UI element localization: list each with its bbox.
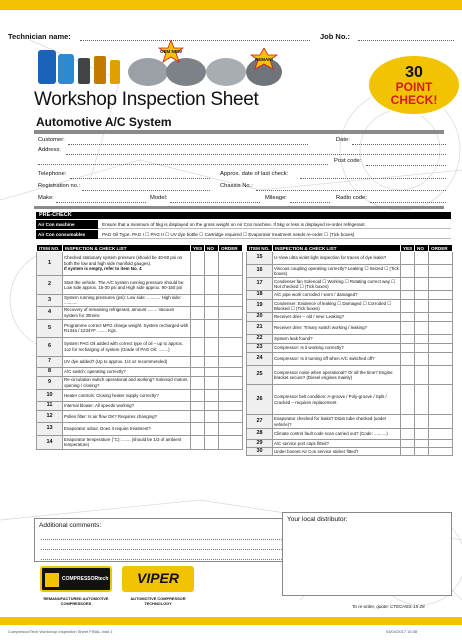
yes-checkbox-cell[interactable] [191, 401, 205, 410]
item-number: 18 [247, 291, 273, 300]
comment-line[interactable] [41, 539, 286, 540]
checklist-row [37, 389, 243, 401]
col-yes: YES [191, 245, 205, 252]
technician-name-label: Technician name: [8, 32, 71, 41]
compressortech-logo-text: COMPRESSORtech [62, 576, 109, 582]
no-checkbox-cell[interactable] [205, 376, 219, 389]
order-checkbox-cell[interactable] [429, 300, 453, 313]
checklist-row [37, 356, 243, 367]
checklist-row [37, 410, 243, 422]
inspection-text [63, 422, 191, 435]
order-checkbox-cell[interactable] [429, 335, 453, 344]
checklist-row [37, 276, 243, 295]
local-distributor-box[interactable] [282, 512, 452, 596]
order-checkbox-cell[interactable] [429, 366, 453, 385]
checklist-row [247, 300, 453, 313]
checklist-row [247, 353, 453, 366]
precheck-consumables-label: Air Con consumables [36, 230, 98, 239]
inspection-text [273, 385, 401, 415]
yes-checkbox-cell[interactable] [401, 448, 415, 456]
inspection-text [273, 322, 401, 335]
compressortech-logo [40, 566, 112, 592]
no-checkbox-cell[interactable] [205, 410, 219, 422]
no-checkbox-cell[interactable] [205, 389, 219, 401]
item-number: 24 [247, 353, 273, 366]
mileage-label: Mileage: [265, 195, 287, 201]
yes-checkbox-cell[interactable] [401, 353, 415, 366]
checklist-row [247, 385, 453, 415]
postcode-field[interactable] [366, 165, 446, 166]
approx-date-label: Approx. date of last check: [220, 171, 289, 177]
order-checkbox-cell[interactable] [219, 389, 243, 401]
title-divider [34, 130, 444, 134]
refrigerant-can-image-2 [58, 54, 74, 84]
yes-checkbox-cell[interactable] [401, 335, 415, 344]
inspection-text [273, 265, 401, 278]
inspection-text-body: Evaporator temperature (°C): ....... (should be 1/3 of ambient temperature) [64, 436, 182, 448]
address-field-2[interactable] [38, 164, 328, 165]
inspection-text [63, 376, 191, 389]
yes-checkbox-cell[interactable] [401, 366, 415, 385]
yes-checkbox-cell[interactable] [191, 410, 205, 422]
viper-logo-text: VIPER [136, 570, 179, 586]
item-number: 3 [37, 295, 63, 307]
inspection-text-body: System leak found? [274, 336, 313, 342]
yes-checkbox-cell[interactable] [191, 376, 205, 389]
reman-badge [250, 48, 278, 70]
yes-checkbox-cell[interactable] [401, 252, 415, 265]
inspection-text-body: Compressor belt condition: A-groove / Poly-groove / Split / Cracked – requires replacement [274, 394, 387, 405]
precheck-consumables-row[interactable] [36, 230, 451, 239]
customer-field[interactable] [68, 144, 308, 145]
svg-text:POINT: POINT [395, 80, 433, 94]
inspection-text-body: Climate control fault code scan carried out? (Code: ..........) [274, 431, 388, 437]
yes-checkbox-cell[interactable] [401, 265, 415, 278]
order-checkbox-cell[interactable] [429, 385, 453, 415]
inspection-text [273, 353, 401, 366]
inspection-text-body: Re-circulation switch operational and working? Solenoid motors opening / closing? [64, 377, 188, 388]
item-number: 1 [37, 252, 63, 276]
yes-checkbox-cell[interactable] [401, 291, 415, 300]
inspection-note: If system is empty, refer to item No. 4 [64, 266, 142, 272]
yes-checkbox-cell[interactable] [401, 415, 415, 429]
yes-checkbox-cell[interactable] [401, 344, 415, 353]
compressortech-caption: REMANUFACTURED AUTOMOTIVE COMPRESSORS [43, 596, 109, 606]
checklist-row [247, 366, 453, 385]
inspection-text-body: Viscous coupling operating correctly? Leaking ☐ Seized ☐ (Tick boxes) [274, 265, 399, 276]
viper-caption: AUTOMOTIVE COMPRESSOR TECHNOLOGY [130, 596, 186, 606]
item-number: 20 [247, 313, 273, 322]
svg-text:REMAN!: REMAN! [255, 57, 273, 62]
telephone-field[interactable] [70, 178, 210, 179]
order-checkbox-cell[interactable] [429, 252, 453, 265]
checklist-row [247, 344, 453, 353]
item-number: 27 [247, 415, 273, 429]
checklist-row [247, 291, 453, 300]
item-number: 4 [37, 306, 63, 319]
inspection-text [273, 344, 401, 353]
no-checkbox-cell[interactable] [415, 291, 429, 300]
precheck-machine-label: Air Con machine [36, 220, 98, 229]
date-field[interactable] [352, 144, 446, 145]
comment-line[interactable] [41, 549, 286, 550]
date-label: Date: [336, 137, 350, 143]
inspection-text [273, 429, 401, 440]
product-images [36, 46, 336, 90]
yes-checkbox-cell[interactable] [191, 367, 205, 376]
no-checkbox-cell[interactable] [205, 337, 219, 356]
oem-new-badge [158, 40, 184, 66]
chassis-label: Chassis No.: [220, 183, 253, 189]
no-checkbox-cell[interactable] [415, 344, 429, 353]
inspection-text [273, 300, 401, 313]
telephone-label: Telephone: [38, 171, 67, 177]
col-no: NO [415, 245, 429, 252]
yes-checkbox-cell[interactable] [401, 313, 415, 322]
inspection-text [63, 410, 191, 422]
order-checkbox-cell[interactable] [429, 440, 453, 448]
inspection-text-body: U-View ultra violet light inspection for traces of dye leaks? [274, 255, 387, 261]
inspection-text-body: A/C pipe work corroded / worn / damaged? [274, 292, 358, 298]
inspection-text [273, 291, 401, 300]
checklist-row [247, 440, 453, 448]
inspection-text-body: Programme correct MFG charge weight. System recharged with R134a / 1234YF ........ Kgs. [64, 322, 189, 334]
inspection-text-body: Under bonnet Air Con service sticker fitted? [274, 448, 359, 454]
inspection-text [273, 440, 401, 448]
no-checkbox-cell[interactable] [205, 252, 219, 276]
make-field[interactable] [56, 202, 146, 203]
inspection-text-body: Start the vehicle. The A/C system running pressure should be: Low side approx. 15-30 psi and High side approx. 90-150 psi [64, 279, 185, 290]
local-distributor-label: Your local distributor: [287, 516, 348, 523]
inspection-text [273, 278, 401, 291]
checklist-left-table [36, 244, 243, 450]
viper-logo [122, 566, 194, 592]
svg-text:OEM NEW: OEM NEW [160, 49, 182, 54]
technician-name-line[interactable] [80, 40, 310, 41]
yes-checkbox-cell[interactable] [191, 252, 205, 276]
inspection-text [63, 252, 191, 276]
dye-bottle-image-2 [110, 60, 120, 84]
order-checkbox-cell[interactable] [429, 429, 453, 440]
inspection-text-body: Condenser: Evidence of leaking ☐ Damaged ☐ Corroded ☐ Blocked ☐ (Tick boxes) [274, 300, 392, 311]
item-number: 8 [37, 367, 63, 376]
col-yes: YES [401, 245, 415, 252]
inspection-text [63, 337, 191, 356]
inspection-text-body: A/C switch: operating correctly? [64, 369, 126, 375]
checklist-row [247, 265, 453, 278]
order-checkbox-cell[interactable] [219, 252, 243, 276]
svg-text:30: 30 [405, 64, 423, 81]
yes-checkbox-cell[interactable] [191, 356, 205, 367]
no-checkbox-cell[interactable] [415, 415, 429, 429]
yes-checkbox-cell[interactable] [401, 300, 415, 313]
no-checkbox-cell[interactable] [415, 313, 429, 322]
col-item-no: ITEM NO. [247, 245, 273, 252]
order-checkbox-cell[interactable] [429, 448, 453, 456]
radio-code-field[interactable] [370, 202, 446, 203]
item-number: 26 [247, 385, 273, 415]
model-field[interactable] [170, 202, 260, 203]
checklist-row [247, 313, 453, 322]
yes-checkbox-cell[interactable] [401, 385, 415, 415]
inspection-text-body: System running pressures (psi): Low side: ........... High side: ........... [64, 295, 182, 306]
precheck-machine-text: Ensure that a minimum of 5kg is displayed on the gross weight on Air Con machine. If 5kg or less is displayed re-order refrigerant. [102, 222, 366, 227]
chassis-field[interactable] [256, 190, 446, 191]
svg-text:CHECK!: CHECK! [390, 93, 438, 107]
no-checkbox-cell[interactable] [205, 356, 219, 367]
item-number: 25 [247, 366, 273, 385]
order-checkbox-cell[interactable] [219, 356, 243, 367]
inspection-text [63, 295, 191, 307]
item-number: 12 [37, 410, 63, 422]
inspection-text [273, 335, 401, 344]
inspection-text [63, 401, 191, 410]
order-checkbox-cell[interactable] [429, 278, 453, 291]
inspection-text-body: Checked stationary system pressure (should be 40-60 psi on both the low and high side manifold gauges). [64, 255, 183, 266]
order-checkbox-cell[interactable] [219, 337, 243, 356]
col-order: ORDER [429, 245, 453, 252]
postcode-label: Post code: [334, 158, 362, 164]
no-checkbox-cell[interactable] [415, 252, 429, 265]
order-checkbox-cell[interactable] [219, 435, 243, 449]
no-checkbox-cell[interactable] [415, 322, 429, 335]
page-title: Workshop Inspection Sheet [34, 89, 259, 110]
model-label: Model: [150, 195, 168, 201]
no-checkbox-cell[interactable] [205, 306, 219, 319]
item-number: 6 [37, 337, 63, 356]
inspection-text [273, 366, 401, 385]
checklist-row [247, 252, 453, 265]
checklist-row [37, 295, 243, 307]
col-inspection: INSPECTION & CHECK LIST [63, 245, 191, 252]
checklist-row [37, 319, 243, 337]
yes-checkbox-cell[interactable] [401, 440, 415, 448]
footer-timestamp: 03/04/2017 15:38 [386, 629, 418, 634]
bottom-yellow-bar [0, 617, 462, 625]
checklist-row [37, 367, 243, 376]
order-checkbox-cell[interactable] [429, 344, 453, 353]
no-checkbox-cell[interactable] [415, 278, 429, 291]
additional-comments-label: Additional comments: [39, 522, 102, 529]
order-checkbox-cell[interactable] [219, 276, 243, 295]
no-checkbox-cell[interactable] [415, 353, 429, 366]
inspection-text [63, 306, 191, 319]
no-checkbox-cell[interactable] [415, 429, 429, 440]
order-checkbox-cell[interactable] [429, 265, 453, 278]
no-checkbox-cell[interactable] [415, 385, 429, 415]
order-checkbox-cell[interactable] [219, 422, 243, 435]
additional-comments-box[interactable] [34, 518, 292, 562]
order-checkbox-cell[interactable] [429, 415, 453, 429]
inspection-text-body: Evaporator odour. Does it require treatment? [64, 426, 151, 432]
page-subtitle: Automotive A/C System [36, 115, 172, 129]
make-label: Make: [38, 195, 54, 201]
dye-bottle-image [94, 56, 106, 84]
customer-label: Customer: [38, 137, 65, 143]
order-checkbox-cell[interactable] [219, 319, 243, 337]
item-number: 28 [247, 429, 273, 440]
form-divider [34, 206, 444, 209]
inspection-text-body: Receiver drier: Trinary switch working / leaking? [274, 325, 367, 331]
checklist-row [247, 448, 453, 456]
yes-checkbox-cell[interactable] [401, 322, 415, 335]
inspection-text-body: A/C service port caps fitted? [274, 440, 329, 446]
inspection-text [63, 319, 191, 337]
precheck-consumables-text[interactable]: PAG Oil Type: PAG I ☐ PAG II ☐ UV dye bottle ☐ Cartridge required ☐ Evaporator treatment needs re-order ☐ (Tick boxes) [102, 232, 355, 237]
item-number: 13 [37, 422, 63, 435]
registration-field[interactable] [82, 190, 210, 191]
inspection-text [63, 367, 191, 376]
checklist-row [37, 401, 243, 410]
yes-checkbox-cell[interactable] [191, 435, 205, 449]
inspection-text [273, 252, 401, 265]
yes-checkbox-cell[interactable] [191, 295, 205, 307]
item-number: 16 [247, 265, 273, 278]
checklist-row [37, 252, 243, 276]
item-number: 23 [247, 344, 273, 353]
item-number: 7 [37, 356, 63, 367]
inspection-text [63, 435, 191, 449]
checklist-row [37, 435, 243, 449]
yes-checkbox-cell[interactable] [191, 337, 205, 356]
mileage-field[interactable] [290, 202, 330, 203]
precheck-machine-row [36, 220, 451, 229]
item-number: 9 [37, 376, 63, 389]
col-no: NO [205, 245, 219, 252]
footer-filename: CompressorTech Workshop Inspection Sheet FINAL.indd 1 [8, 629, 113, 634]
job-number-label: Job No.: [320, 32, 350, 41]
address-label: Address: [38, 147, 61, 153]
inspection-text [273, 415, 401, 429]
order-checkbox-cell[interactable] [219, 306, 243, 319]
item-number: 17 [247, 278, 273, 291]
inspection-text-body: Condenser fan Solenoid ☐ Working ☐ Rotating correct way ☐ Not checked ☐ (Tick boxes) [274, 278, 396, 289]
yes-checkbox-cell[interactable] [191, 319, 205, 337]
inspection-text-body: Compressor noise when operational? Or all the time? Engine bracket secure? (Diesel engines mainly) [274, 369, 393, 380]
item-number: 14 [37, 435, 63, 449]
yes-checkbox-cell[interactable] [401, 429, 415, 440]
yes-checkbox-cell[interactable] [191, 306, 205, 319]
item-number: 21 [247, 322, 273, 335]
yes-checkbox-cell[interactable] [191, 422, 205, 435]
col-inspection: INSPECTION & CHECK LIST [273, 245, 401, 252]
checklist-row [247, 415, 453, 429]
inspection-text [63, 389, 191, 401]
checklist-row [247, 322, 453, 335]
order-checkbox-cell[interactable] [429, 322, 453, 335]
checklist-row [247, 429, 453, 440]
item-number: 22 [247, 335, 273, 344]
yes-checkbox-cell[interactable] [401, 278, 415, 291]
yes-checkbox-cell[interactable] [191, 389, 205, 401]
oil-bottle-image [78, 58, 90, 84]
item-number: 5 [37, 319, 63, 337]
checklist-row [37, 306, 243, 319]
checklist-right-header [247, 245, 453, 252]
inspection-text-body: Evaporator checked for leaks? Drain tube checked (under vehicle)? [274, 416, 387, 427]
checklist-right-table [246, 244, 453, 456]
order-checkbox-cell[interactable] [429, 313, 453, 322]
no-checkbox-cell[interactable] [205, 435, 219, 449]
inspection-text-body: Recovery of remaining refrigerant, amount ........ Vacuum system for 30mins [64, 307, 175, 318]
no-checkbox-cell[interactable] [205, 401, 219, 410]
checklist-row [247, 278, 453, 291]
top-yellow-bar [0, 0, 462, 10]
checklist-row [37, 422, 243, 435]
checklist-row [247, 335, 453, 344]
yes-checkbox-cell[interactable] [191, 276, 205, 295]
registration-label: Registration no.: [38, 183, 81, 189]
inspection-text-body: Receiver drier – old / new: Leaking? [274, 314, 345, 320]
radio-code-label: Radio code: [336, 195, 367, 201]
no-checkbox-cell[interactable] [205, 319, 219, 337]
no-checkbox-cell[interactable] [415, 335, 429, 344]
inspection-text [273, 313, 401, 322]
no-checkbox-cell[interactable] [205, 295, 219, 307]
order-checkbox-cell[interactable] [219, 401, 243, 410]
no-checkbox-cell[interactable] [415, 300, 429, 313]
order-checkbox-cell[interactable] [429, 353, 453, 366]
checklist-row [37, 337, 243, 356]
no-checkbox-cell[interactable] [415, 448, 429, 456]
precheck-heading: PRE-CHECK [36, 212, 451, 219]
order-checkbox-cell[interactable] [219, 295, 243, 307]
inspection-text [273, 448, 401, 456]
item-number: 11 [37, 401, 63, 410]
checklist-row [37, 376, 243, 389]
reorder-code: To re-order, quote: CTECHSS-15-28 [352, 604, 425, 609]
no-checkbox-cell[interactable] [205, 422, 219, 435]
inspection-text [63, 276, 191, 295]
item-number: 10 [37, 389, 63, 401]
inspection-text-body: Compressor: Is it working correctly? [274, 345, 344, 351]
inspection-text-body: System PAG Oil added with correct type of oil – up to approx. 1oz for recharging of system (Grade of PAG Oil: ........) [64, 341, 184, 352]
checklist-left-header [37, 245, 243, 252]
order-checkbox-cell[interactable] [219, 376, 243, 389]
item-number: 19 [247, 300, 273, 313]
inspection-text-body: Heater controls: Closing heater supply correctly? [64, 392, 159, 398]
order-checkbox-cell[interactable] [219, 410, 243, 422]
no-checkbox-cell[interactable] [415, 265, 429, 278]
item-number: 30 [247, 448, 273, 456]
order-checkbox-cell[interactable] [219, 367, 243, 376]
col-order: ORDER [219, 245, 243, 252]
comment-line[interactable] [41, 559, 286, 560]
no-checkbox-cell[interactable] [415, 440, 429, 448]
thirty-point-check-badge [364, 52, 462, 118]
no-checkbox-cell[interactable] [205, 276, 219, 295]
address-field[interactable] [66, 154, 446, 155]
col-item-no: ITEM NO. [37, 245, 63, 252]
inspection-text-body: Pollen filter: Is air flow OK? Requires changing? [64, 413, 157, 419]
compressor-image-3 [206, 58, 246, 86]
item-number: 2 [37, 276, 63, 295]
inspection-text-body: Compressor: Is it turning off when A/C switched off? [274, 356, 375, 362]
inspection-text-body: Internal blower: All speeds working? [64, 403, 135, 409]
no-checkbox-cell[interactable] [415, 366, 429, 385]
inspection-text [63, 356, 191, 367]
approx-date-field[interactable] [300, 178, 446, 179]
item-number: 15 [247, 252, 273, 265]
refrigerant-can-image [38, 50, 56, 84]
no-checkbox-cell[interactable] [205, 367, 219, 376]
item-number: 29 [247, 440, 273, 448]
job-number-line[interactable] [358, 40, 454, 41]
inspection-text-body: UV dye added? (Up to approx. 1/4 oz recommended) [64, 359, 168, 365]
order-checkbox-cell[interactable] [429, 291, 453, 300]
